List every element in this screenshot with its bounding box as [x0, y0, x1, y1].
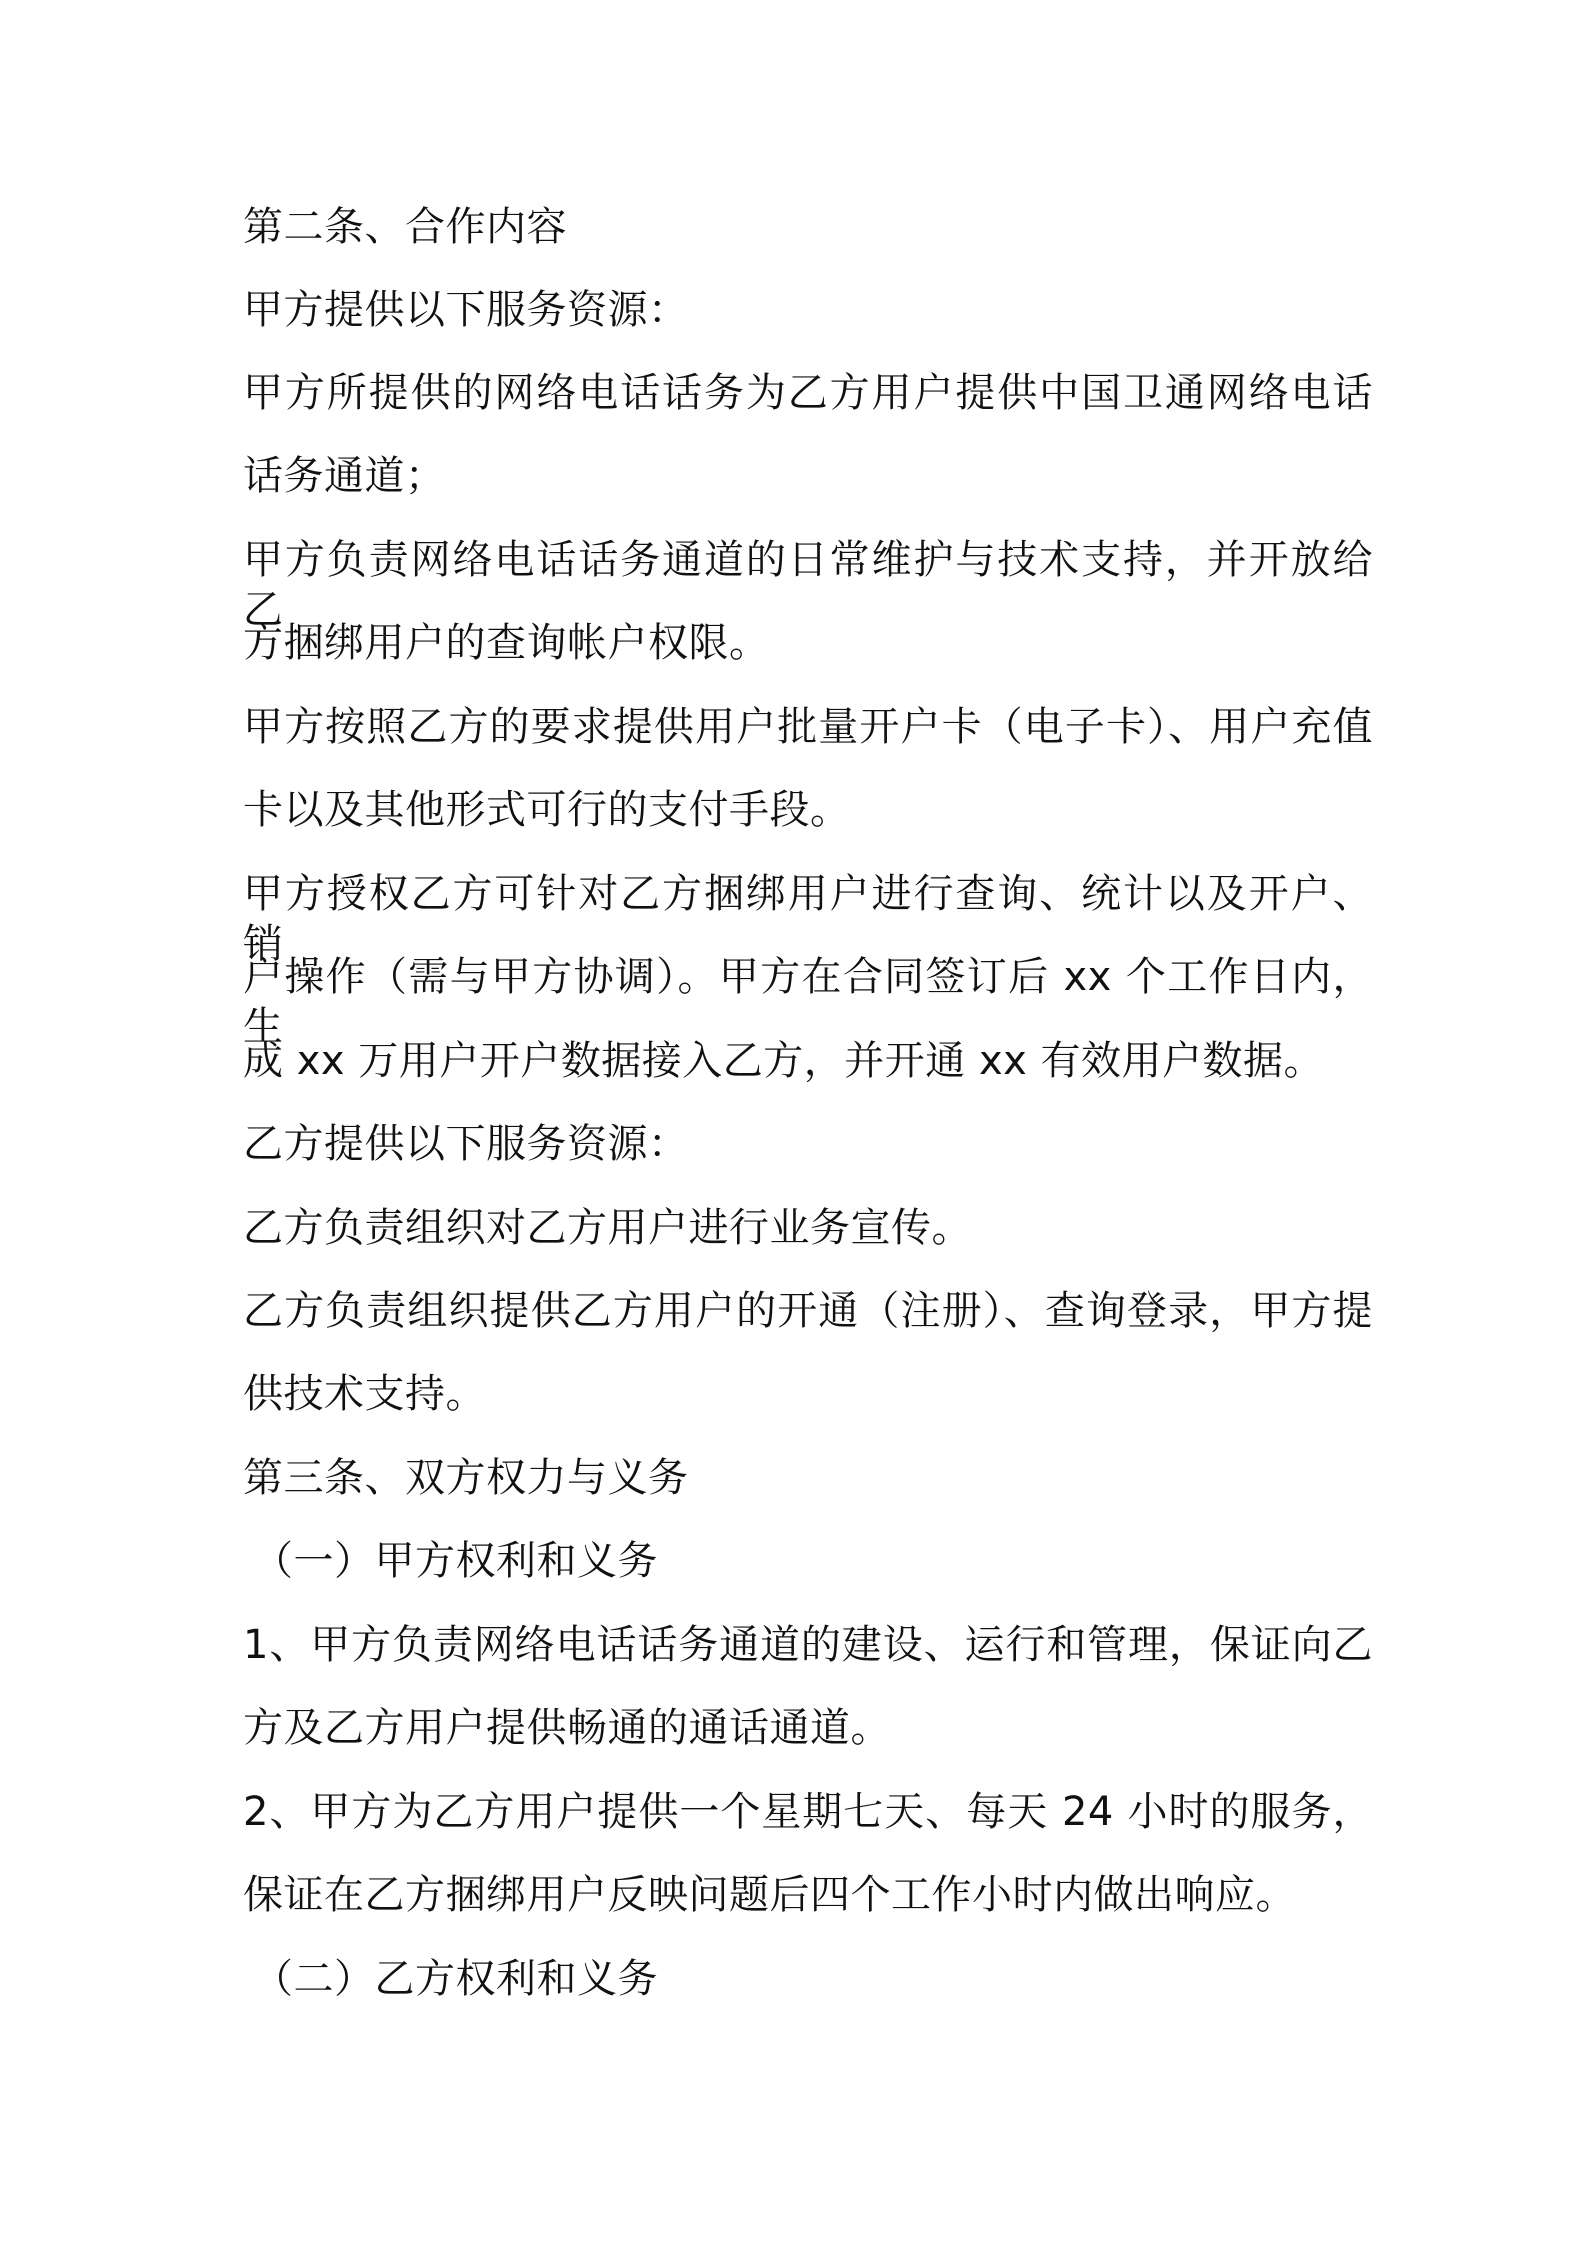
party-a-resources-heading: 甲方提供以下服务资源：	[243, 287, 689, 333]
paragraph-line: 乙方负责组织提供乙方用户的开通（注册）、查询登录，甲方提	[243, 1288, 1373, 1334]
article-2-heading: 第二条、合作内容	[243, 204, 567, 250]
paragraph-line: 甲方授权乙方可针对乙方捆绑用户进行查询、统计以及开户、销	[243, 871, 1373, 967]
paragraph-line: 成 xx 万用户开户数据接入乙方，并开通 xx 有效用户数据。	[243, 1038, 1325, 1084]
paragraph-line: 甲方负责网络电话话务通道的日常维护与技术支持，并开放给乙	[243, 537, 1373, 633]
paragraph-line: 保证在乙方捆绑用户反映问题后四个工作小时内做出响应。	[243, 1872, 1296, 1918]
party-b-resources-heading: 乙方提供以下服务资源：	[243, 1121, 689, 1167]
paragraph-line: 2、甲方为乙方用户提供一个星期七天、每天 24 小时的服务，	[243, 1789, 1373, 1835]
paragraph-line: 供技术支持。	[243, 1371, 486, 1417]
paragraph-line: 甲方按照乙方的要求提供用户批量开户卡（电子卡）、用户充值	[243, 704, 1373, 750]
paragraph-line: 卡以及其他形式可行的支付手段。	[243, 787, 851, 833]
section-1-heading: （一）甲方权利和义务	[253, 1538, 658, 1584]
paragraph-line: 方及乙方用户提供畅通的通话通道。	[243, 1705, 891, 1751]
paragraph-line: 1、甲方负责网络电话话务通道的建设、运行和管理，保证向乙	[243, 1622, 1373, 1668]
paragraph-line: 方捆绑用户的查询帐户权限。	[243, 620, 770, 666]
section-2-heading: （二）乙方权利和义务	[253, 1956, 658, 2002]
paragraph-line: 话务通道；	[243, 453, 446, 499]
paragraph-line: 乙方负责组织对乙方用户进行业务宣传。	[243, 1205, 972, 1251]
article-3-heading: 第三条、双方权力与义务	[243, 1455, 689, 1501]
paragraph-line: 户操作（需与甲方协调）。甲方在合同签订后 xx 个工作日内，生	[243, 954, 1373, 1050]
paragraph-line: 甲方所提供的网络电话话务为乙方用户提供中国卫通网络电话	[243, 370, 1373, 416]
